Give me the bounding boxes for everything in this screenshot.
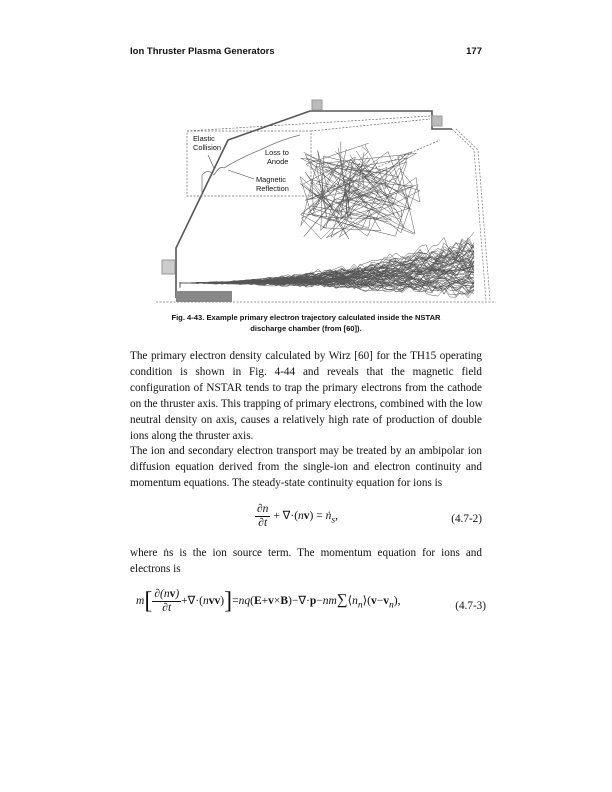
- label-magnetic-1: Magnetic: [256, 175, 286, 184]
- electron-trajectory-figure: [0, 0, 612, 312]
- magnet-side: [162, 260, 175, 274]
- trajectories: [180, 142, 474, 298]
- text-line: on the thruster axis. This trapping of primary electrons, combined with the low: [130, 398, 483, 410]
- figure-caption: [116, 313, 496, 334]
- caption-line: Fig. 4-43. Example primary electron trajectory calculated inside the NSTAR: [171, 313, 441, 322]
- trajectory-path: [302, 143, 407, 230]
- magnet-top: [312, 100, 322, 110]
- page-number: 177: [466, 46, 482, 57]
- inset-box: [187, 116, 440, 196]
- paragraph-3: [130, 545, 482, 577]
- paragraph-2: [130, 443, 482, 491]
- equation-number: (4.7-2): [451, 513, 482, 525]
- label-loss-1: Loss to: [265, 148, 289, 157]
- paragraph-1: [130, 348, 482, 444]
- text-line: condition is shown in Fig. 4-44 and reveals that the magnetic field: [130, 366, 482, 378]
- equation-4-7-2: $\frac{\partial n}{\partial t}$ + ∇·(nv) = ṅ$_s$,: [257, 503, 338, 529]
- equation-number: (4.7-3): [455, 600, 486, 612]
- text-line: ions along the thruster axis.: [130, 430, 254, 442]
- label-magnetic-2: Reflection: [256, 184, 289, 193]
- text-line: electrons is: [130, 563, 181, 575]
- cathode-region: [176, 291, 232, 302]
- label-loss-2: Anode: [267, 157, 289, 166]
- text-line: configuration of NSTAR tends to trap the primary electrons from the cathode: [130, 382, 482, 394]
- running-header-title: Ion Thruster Plasma Generators: [130, 46, 275, 57]
- caption-line: discharge chamber (from [60]).: [250, 323, 362, 333]
- magnet-corner: [432, 116, 442, 126]
- text-line: where ṅs is the ion source term. The momentum equation for ions and: [130, 547, 482, 559]
- text-line: neutral density on axis, causes a relatively high rate of production of double: [130, 414, 482, 426]
- equation-4-7-3: m[ $\frac{\partial(nv)}{\partial t}$ $+\nabla\cdot(nvv)]=nq(E+v\times B)-\nabla\cdot p-nm\sum⟨n_n⟩(v-v_n)$,: [136, 588, 401, 614]
- text-line: momentum equations. The steady-state continuity equation for ions is: [130, 477, 443, 489]
- text-line: The ion and secondary electron transport may be treated by an ambipolar ion: [130, 445, 482, 457]
- label-elastic-1: Elastic: [193, 134, 215, 143]
- label-elastic-2: Collision: [193, 143, 221, 152]
- text-line: The primary electron density calculated by Wirz [60] for the TH15 operating: [130, 350, 482, 362]
- text-line: diffusion equation derived from the single-ion and electron continuity and: [130, 461, 482, 473]
